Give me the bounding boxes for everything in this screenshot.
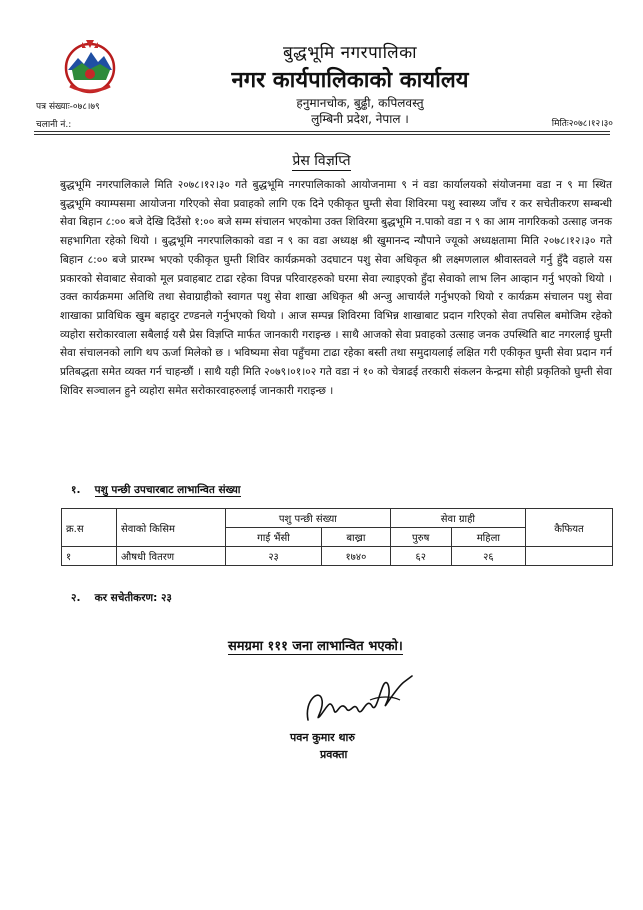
header-service-type: सेवाको किसिम (117, 509, 226, 547)
handwritten-signature (300, 670, 420, 732)
total-beneficiaries (228, 636, 403, 654)
header-divider-second (34, 134, 610, 135)
total-beneficiaries-text: समग्रमा १११ जना लाभान्वित भएको। (228, 639, 403, 654)
dispatch-number: चलानी नं.: (36, 120, 72, 130)
section-2-label: कर सचेतीकरण: २३ (94, 592, 172, 604)
cell-remarks (526, 547, 613, 566)
letter-date: मितिः२०७८।१२।३० (551, 119, 613, 129)
press-release-title (0, 151, 643, 170)
cell-sn: १ (62, 547, 117, 566)
cell-female: २६ (451, 547, 525, 566)
section-1-number: १. (71, 484, 81, 496)
header-remarks: कैफियत (526, 509, 613, 547)
address (190, 95, 530, 127)
header-female: महिला (451, 528, 525, 547)
header-male: पुरुष (390, 528, 451, 547)
office-name: नगर कार्यपालिकाको कार्यालय (231, 68, 469, 93)
municipality-emblem-icon (60, 36, 120, 96)
municipality-name: बुद्धभूमि नगरपालिका (282, 43, 418, 63)
section-1-label: पशु पन्छी उपचारबाट लाभान्वित संख्या (94, 484, 241, 496)
signer-role: प्रवक्ता (320, 748, 348, 761)
body-paragraph-text: बुद्धभूमि नगरपालिकाले मिति २०७८।१२।३० गते बुद्धभूमि नगरपालिकाको आयोजनामा ९ नं वडा कार्यालयको संयोजनमा वडा न ९ मा स्थित बुद्धभूमि क्याम्पसमा आयोजना गरिएको सेवा प्रवाहको लागि एक दिने एकीकृत घुम्ती सेवा शिविरमा पशु स्वास्थ्य जाँच र कर सचेतीकरण सम्बन्धी सेवा बिहान ८:०० बजे देखि दिउँसो १:०० बजे सम्म संचालन भएकोमा उक्त शिविरमा बुद्धभूमि न.पाको वडा न ९ का आम नागरिकको उत्साह जनक सहभागिता रहेको थियो । बुद्धभूमि नगरपालिकाको वडा न ९ का वडा अध्यक्ष श्री खुमानन्द न्यौपाने ज्यूको अध्यक्षतामा मिति २०७८।१२।३० गते बिहान ८:०० बजे प्रारम्भ भएको एकीकृत घुम्ती शिविर कार्यक्रमको उदघाटन पशु सेवा अधिकृत श्री लक्ष्मणलाल श्रीवास्तवले गर्नु हुँदै वहाले यस प्रकारको सेवाबाट सेवाको मूल प्रवाहबाट टाढा रहेका विपन्न परिवारहरुको घरमा सेवा ल्याइएको हुँदा सेवाको लाभ लिन आव्हान गर्नु भएको थियो । उक्त कार्यक्रममा अतिथि तथा सेवाग्राहीको स्वागत पशु सेवा शाखा अधिकृत श्री अन्जु आचार्यले गर्नुभएको थियो र कार्यक्रम संचालन पशु सेवा शाखाका प्राविधिक खुम बहादुर टण्डनले गर्नुभएको थियो । आज सम्पन्न शिविरमा विभिन्न शाखाबाट प्रदान गरिएको सेवा तपसिल बमोजिम रहेको व्यहोरा सरोकारवाला सबैलाई यसै प्रेस विज्ञप्ति मार्फत जानकारी गराइन्छ । साथै आजको सेवा प्रवाहको उत्साह जनक उपस्थिति बाट नगरलाई घुम्ती सेवा संचालनको लागि थप ऊर्जा मिलेको छ । भविष्यमा सेवा पहुँचमा टाढा रहेका बस्ती तथा समुदायलाई लक्षित गरी एकीकृत घुम्ती सेवा प्रदान गर्न प्रतिबद्धता समेत व्यक्त गर्न चाहन्छौं । साथै यही मिति २०७९।०१।०२ गते वडा नं १० को चेत्राढई तरकारी संकलन केन्द्रमा सोही प्रकृतिको घुम्ती सेवा शिविर सञ्चालन हुने व्यहोरा समेत सरोकारवाहरुलाई जानकारी गराइन्छ । (60, 179, 612, 397)
beneficiary-table (61, 508, 613, 566)
body-paragraph (60, 176, 612, 400)
header-buffalo: गाई भैंसी (226, 528, 322, 547)
cell-male: ६२ (390, 547, 451, 566)
header-sn: क्र.स (62, 509, 117, 547)
header-animal-count: पशु पन्छी संख्या (226, 509, 391, 528)
section-1-heading (71, 483, 241, 497)
header-goat: बाख्रा (322, 528, 391, 547)
reference-block (36, 98, 100, 134)
section-2-number: २. (71, 592, 81, 604)
signer-name: पवन कुमार थारु (290, 731, 355, 744)
header-divider (34, 131, 610, 132)
letter-number: पत्र संख्याः-०७८।७९ (36, 102, 100, 112)
header-recipients: सेवा ग्राही (390, 509, 525, 528)
press-release-title-text: प्रेस विज्ञप्ति (292, 153, 351, 169)
cell-buffalo: २३ (226, 547, 322, 566)
section-2-heading (71, 591, 172, 605)
cell-service: औषधी वितरण (117, 547, 226, 566)
table-row (62, 547, 613, 566)
address-line-2: लुम्बिनी प्रदेश, नेपाल । (311, 112, 409, 126)
cell-goat: १७४० (322, 547, 391, 566)
address-line-1: हनुमानचोक, बुढ्ढी, कपिलवस्तु (296, 96, 424, 110)
table-header-row (62, 509, 613, 528)
